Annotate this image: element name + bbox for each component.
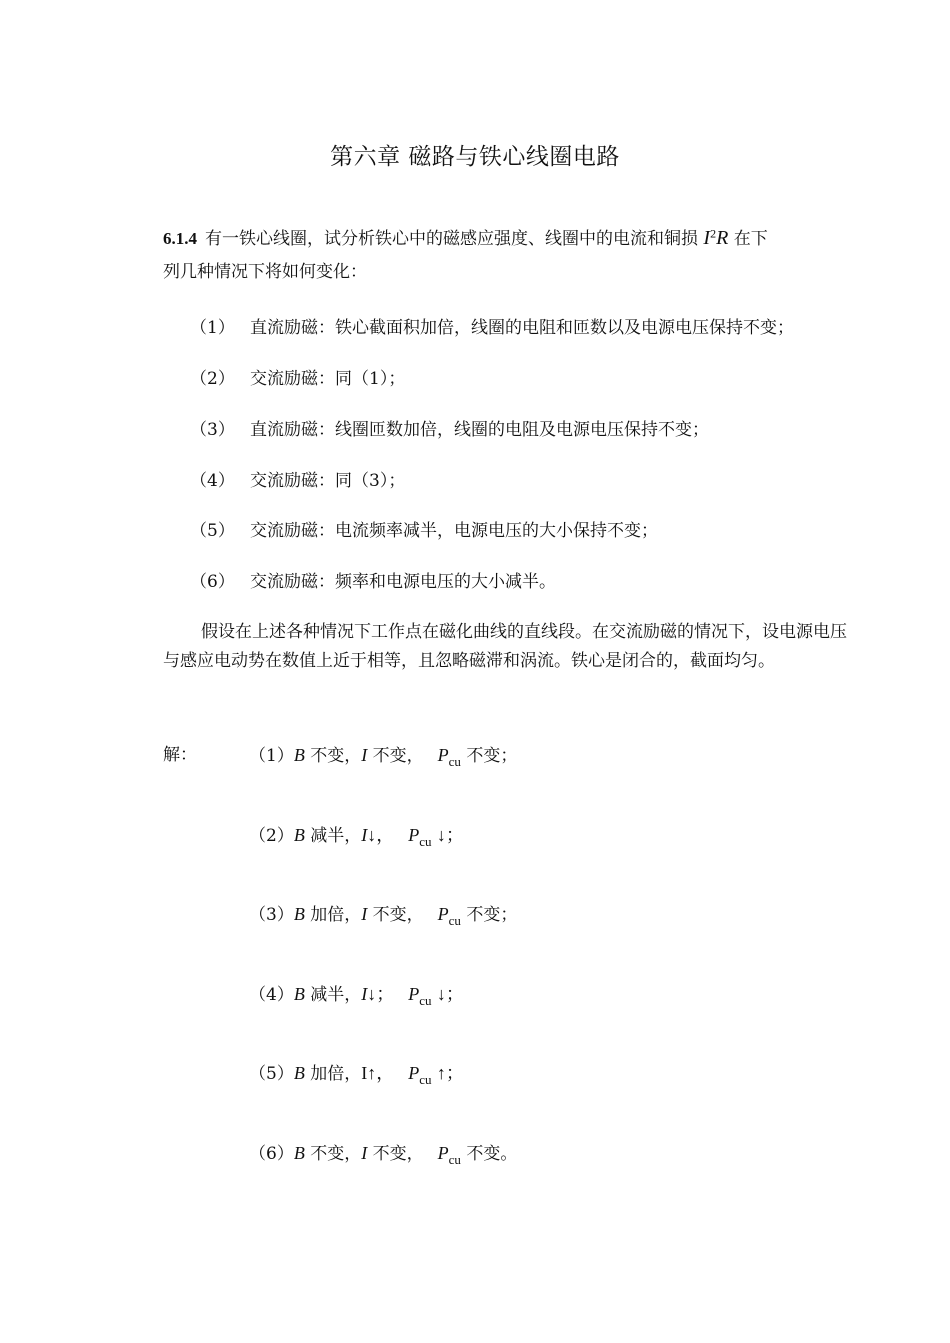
solution-line bbox=[249, 1058, 464, 1095]
solution-line bbox=[249, 820, 464, 857]
solution-index: （3） bbox=[249, 905, 294, 925]
symbol-b: B bbox=[293, 745, 305, 765]
problem-number: 6.1.4 bbox=[163, 229, 197, 248]
solution-index: （5） bbox=[249, 1064, 294, 1084]
p-change: ↓； bbox=[436, 825, 464, 845]
problem-text-a: 有一铁心线圈，试分析铁心中的磁感应强度、线圈中的电流和铜损 bbox=[205, 229, 698, 249]
b-change: 加倍， bbox=[310, 905, 362, 925]
solution-index: （4） bbox=[249, 985, 294, 1005]
symbol-p-subscript: cu bbox=[448, 754, 461, 769]
condition-text: 直流励磁：铁心截面积加倍，线圈的电阻和匝数以及电源电压保持不变； bbox=[250, 318, 794, 338]
symbol-p: P bbox=[408, 984, 420, 1004]
symbol-p-subscript: cu bbox=[448, 1152, 461, 1167]
condition-text: 直流励磁：线圈匝数加倍，线圈的电阻及电源电压保持不变； bbox=[250, 420, 709, 440]
condition-index: （5） bbox=[190, 521, 235, 541]
math-resistance-symbol: R bbox=[716, 227, 729, 249]
condition-item bbox=[190, 516, 658, 546]
symbol-p: P bbox=[408, 1063, 420, 1083]
chapter-title: 第六章 磁路与铁心线圈电路 bbox=[330, 144, 620, 170]
condition-item bbox=[190, 415, 709, 445]
symbol-b: B bbox=[293, 904, 305, 924]
solution-line bbox=[249, 1138, 517, 1175]
b-change: 不变， bbox=[310, 1144, 362, 1164]
solution-line bbox=[249, 979, 464, 1016]
condition-item bbox=[190, 313, 794, 343]
condition-index: （2） bbox=[190, 369, 235, 389]
condition-item bbox=[190, 567, 556, 597]
condition-text: 交流励磁：同（3）； bbox=[250, 471, 406, 491]
condition-text: 交流励磁：同（1）； bbox=[250, 369, 406, 389]
solution-line bbox=[249, 899, 517, 936]
condition-item bbox=[190, 466, 405, 496]
p-change: ↓； bbox=[436, 984, 464, 1004]
b-change: 加倍， bbox=[310, 1064, 362, 1084]
b-change: 不变， bbox=[310, 746, 362, 766]
symbol-p-subscript: cu bbox=[419, 834, 432, 849]
p-change: ↑； bbox=[436, 1063, 464, 1083]
math-current-symbol: I bbox=[703, 227, 711, 249]
symbol-p-subscript: cu bbox=[448, 913, 461, 928]
assumption-paragraph bbox=[163, 618, 858, 676]
condition-index: （1） bbox=[190, 318, 235, 338]
math-superscript: 2 bbox=[710, 226, 717, 241]
symbol-i: I bbox=[361, 904, 368, 924]
b-change: 减半， bbox=[310, 985, 362, 1005]
condition-index: （6） bbox=[190, 572, 235, 592]
symbol-i: I bbox=[361, 745, 368, 765]
symbol-i: I bbox=[361, 984, 368, 1004]
problem-statement-line2: 列几种情况下将如何变化： bbox=[163, 262, 367, 282]
solution-index: （1） bbox=[249, 746, 294, 766]
solution-index: （2） bbox=[249, 826, 294, 846]
condition-index: （4） bbox=[190, 471, 235, 491]
solution-index: （6） bbox=[249, 1144, 294, 1164]
i-change: ↓， bbox=[367, 825, 395, 845]
b-change: 减半， bbox=[310, 826, 362, 846]
symbol-p-subscript: cu bbox=[419, 1072, 432, 1087]
symbol-b: B bbox=[293, 1063, 305, 1083]
p-change: 不变。 bbox=[466, 1144, 518, 1164]
condition-text: 交流励磁：频率和电源电压的大小减半。 bbox=[250, 572, 556, 592]
i-change: ↓； bbox=[367, 984, 395, 1004]
assumption-text: 假设在上述各种情况下工作点在磁化曲线的直线段。在交流励磁的情况下，设电源电压与感应电动势在数值上近于相等，且忽略磁滞和涡流。铁心是闭合的，截面均匀。 bbox=[163, 622, 847, 671]
symbol-b: B bbox=[293, 984, 305, 1004]
i-change: 不变， bbox=[372, 905, 424, 925]
p-change: 不变； bbox=[466, 905, 518, 925]
condition-text: 交流励磁：电流频率减半，电源电压的大小保持不变； bbox=[250, 521, 658, 541]
symbol-i: I bbox=[361, 825, 368, 845]
i-change: ↑， bbox=[367, 1063, 395, 1083]
condition-item bbox=[190, 364, 405, 394]
symbol-b: B bbox=[293, 825, 305, 845]
symbol-i: I bbox=[361, 1063, 368, 1083]
symbol-p: P bbox=[437, 745, 449, 765]
problem-text-b: 在下 bbox=[733, 229, 768, 249]
solution-line bbox=[249, 740, 517, 777]
symbol-p: P bbox=[408, 825, 420, 845]
p-change: 不变； bbox=[466, 746, 518, 766]
solution-label: 解： bbox=[163, 745, 197, 765]
problem-statement-line1 bbox=[163, 222, 768, 255]
symbol-b: B bbox=[293, 1143, 305, 1163]
i-change: 不变， bbox=[372, 1144, 424, 1164]
i-change: 不变， bbox=[372, 746, 424, 766]
symbol-p-subscript: cu bbox=[419, 993, 432, 1008]
symbol-i: I bbox=[361, 1143, 368, 1163]
symbol-p: P bbox=[437, 1143, 449, 1163]
symbol-p: P bbox=[437, 904, 449, 924]
condition-index: （3） bbox=[190, 420, 235, 440]
